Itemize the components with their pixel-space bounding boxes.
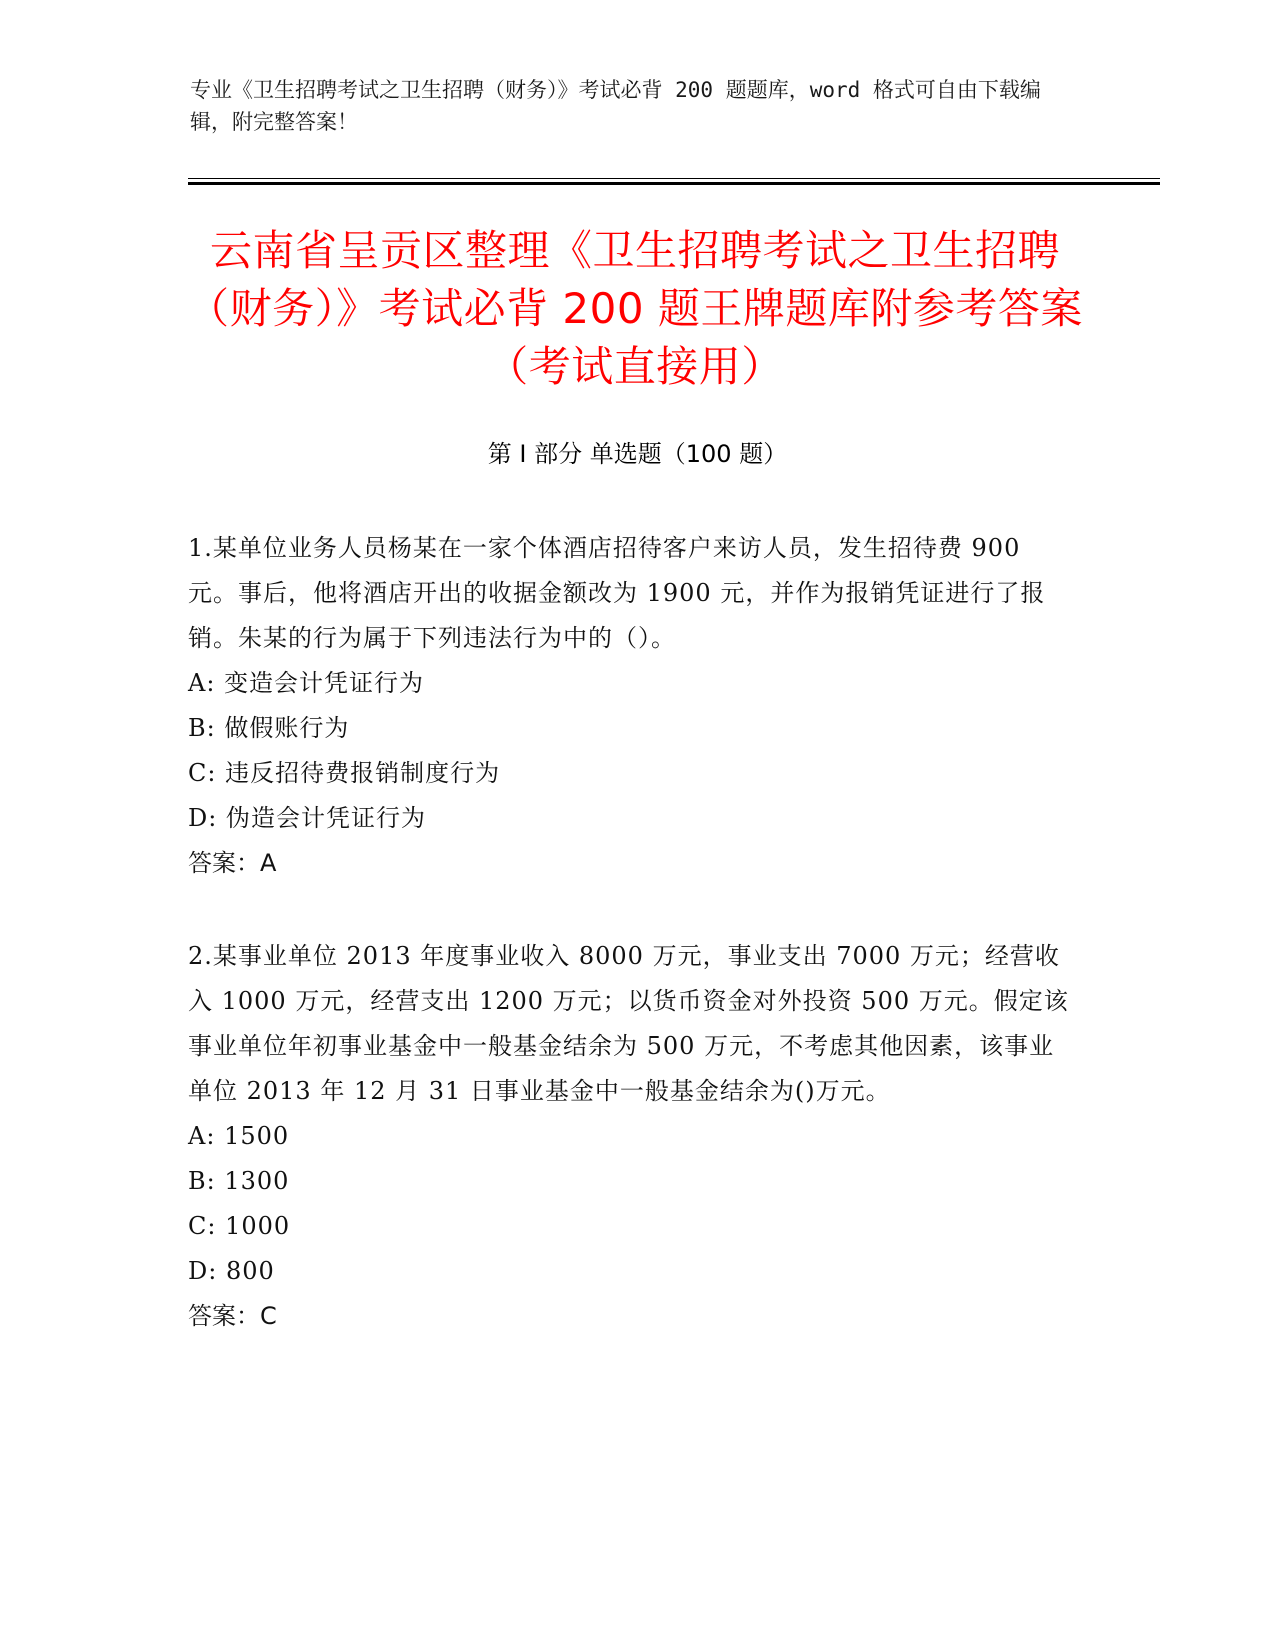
option-c xyxy=(188,751,1078,796)
option-label: C: xyxy=(188,759,217,787)
option-label: B: xyxy=(188,1167,216,1195)
option-b xyxy=(188,1159,1078,1204)
answer-line: 答案：A xyxy=(188,849,277,877)
option-label: D: xyxy=(188,1257,218,1285)
option-label: C: xyxy=(188,1212,217,1240)
header-note: 专业《卫生招聘考试之卫生招聘（财务）》考试必背 200 题题库，word 格式可自由下载编辑，附完整答案！ xyxy=(190,78,1041,134)
option-d xyxy=(188,1249,1078,1294)
option-label: A: xyxy=(188,669,216,697)
answer-line: 答案：C xyxy=(188,1302,277,1330)
option-b xyxy=(188,706,1078,751)
option-label: A: xyxy=(188,1122,216,1150)
question-stem: 2.某事业单位 2013 年度事业收入 8000 万元，事业支出 7000 万元；经营收入 1000 万元，经营支出 1200 万元；以货币资金对外投资 500 万元。假定该事业单位年初事业基金中一般基金结余为 500 万元，不考虑其他因素，该事业单位 2013 年 12 月 31 日事业基金中一般基金结余为()万元。 xyxy=(188,942,1069,1105)
option-label: D: xyxy=(188,804,218,832)
option-a xyxy=(188,661,1078,706)
option-text: 变造会计凭证行为 xyxy=(224,669,425,697)
option-c xyxy=(188,1204,1078,1249)
question-item xyxy=(188,526,1078,886)
option-text: 800 xyxy=(225,1257,275,1285)
question-item xyxy=(188,934,1078,1339)
option-text: 1300 xyxy=(224,1167,290,1195)
question-stem: 1.某单位业务人员杨某在一家个体酒店招待客户来访人员，发生招待费 900 元。事后，他将酒店开出的收据金额改为 1900 元，并作为报销凭证进行了报销。朱某的行为属于下列违法行为中的（）。 xyxy=(188,534,1046,652)
section-heading: 第 I 部分 单选题（100 题） xyxy=(487,440,788,468)
option-a xyxy=(188,1114,1078,1159)
option-label: B: xyxy=(188,714,216,742)
option-text: 1000 xyxy=(225,1212,291,1240)
option-d xyxy=(188,796,1078,841)
option-text: 伪造会计凭证行为 xyxy=(225,804,426,832)
document-title: 云南省呈贡区整理《卫生招聘考试之卫生招聘（财务）》考试必背 200 题王牌题库附参考答案（考试直接用） xyxy=(187,226,1083,391)
header-divider-thin xyxy=(188,178,1160,179)
option-text: 违反招待费报销制度行为 xyxy=(225,759,501,787)
header-divider-thick xyxy=(188,182,1160,185)
option-text: 做假账行为 xyxy=(224,714,350,742)
option-text: 1500 xyxy=(224,1122,290,1150)
